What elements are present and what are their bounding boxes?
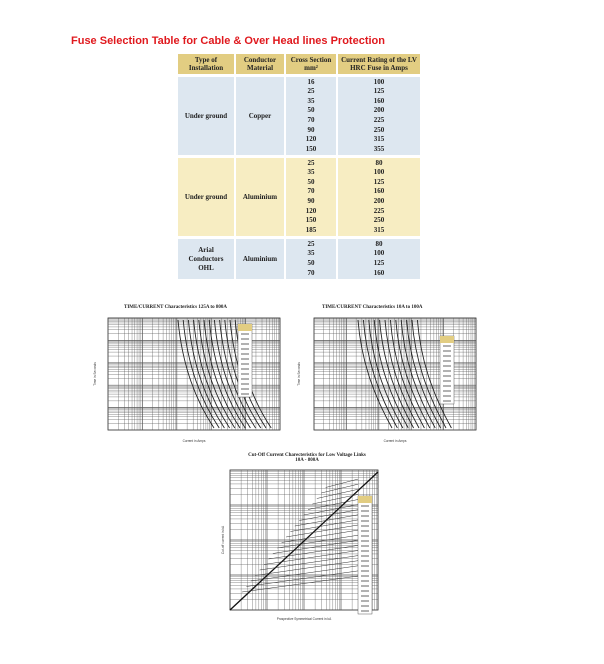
rating-value: 125 [373, 87, 385, 96]
cross-section-value: 35 [307, 96, 315, 105]
rating-value: 160 [373, 268, 385, 277]
cell-installation [178, 158, 234, 236]
rating-value: 125 [373, 259, 385, 267]
rating-value: 125 [373, 177, 385, 186]
legend-header [358, 496, 372, 503]
legend-header [440, 336, 454, 343]
tc-large-chart [90, 314, 290, 446]
cell-installation-text: Under ground [184, 192, 228, 201]
fuse-selection-table [176, 54, 422, 279]
cell-cross-sections [286, 77, 336, 155]
cross-section-value: 185 [305, 225, 317, 234]
cutoff-title: Cut-Off Current Charecteristics for Low Voltage Links [248, 453, 366, 458]
cross-section-value: 35 [307, 249, 315, 258]
cell-installation [178, 77, 234, 155]
cross-section-value: 50 [307, 106, 315, 115]
cell-cross-sections [286, 158, 336, 236]
cross-section-value: 70 [307, 116, 315, 124]
cell-material [236, 239, 284, 279]
cell-material-text: Aluminium [242, 254, 278, 263]
y-axis-label: Time in Seconds [93, 362, 97, 386]
rating-value: 315 [373, 225, 385, 234]
rating-value: 100 [373, 77, 385, 86]
cell-cross-sections [286, 239, 336, 279]
cross-section-value: 120 [305, 206, 317, 215]
cutoff-subtitle: 10A - 800A [295, 458, 319, 463]
cross-section-value: 150 [305, 144, 317, 153]
header-installation: Type of Installation [178, 54, 234, 74]
cell-ratings [338, 239, 420, 279]
cross-section-value: 25 [307, 158, 315, 167]
page-title: Fuse Selection Table for Cable & Over Head lines Protection [71, 35, 385, 47]
rating-value: 225 [373, 206, 385, 215]
cell-material-text: Aluminium [242, 192, 278, 201]
cross-section-value: 150 [305, 216, 317, 225]
cell-material [236, 158, 284, 236]
cell-ratings [338, 158, 420, 236]
cell-installation-text: Under ground [184, 111, 228, 120]
header-current-rating: Current Rating of the LV HRC Fuse in Amps [338, 54, 420, 74]
header-material: Conductor Material [236, 54, 284, 74]
tc-large-title: TIME/CURRENT Characteristics 125A to 800A [124, 305, 227, 310]
cutoff-chart [220, 468, 390, 623]
rating-value: 160 [373, 96, 385, 105]
cross-section-value: 50 [307, 259, 315, 267]
cell-ratings [338, 77, 420, 155]
cell-material [236, 77, 284, 155]
cross-section-value: 90 [307, 197, 315, 205]
cross-section-value: 25 [307, 239, 315, 248]
legend-header [238, 324, 252, 331]
cross-section-value: 25 [307, 87, 315, 96]
y-axis-label: Cut-off current in kA [221, 525, 225, 555]
table-row-group [178, 158, 420, 236]
x-axis-label: Current in Amps [182, 439, 206, 443]
cross-section-value: 35 [307, 168, 315, 177]
rating-value: 250 [373, 216, 385, 225]
rating-value: 80 [375, 158, 383, 167]
cell-installation [178, 239, 234, 279]
rating-value: 250 [373, 125, 385, 134]
tc-small-chart [294, 314, 489, 446]
rating-value: 160 [373, 187, 385, 196]
x-axis-label: Current in Amps [383, 439, 407, 443]
rating-value: 200 [373, 106, 385, 115]
cross-section-value: 90 [307, 125, 315, 134]
cross-section-value: 16 [307, 77, 315, 86]
cross-section-value: 120 [305, 135, 317, 144]
table-row-group [178, 77, 420, 155]
tc-small-title: TIME/CURRENT Characteristics 10A to 100A [322, 305, 423, 310]
rating-value: 100 [373, 249, 385, 258]
rating-value: 225 [373, 116, 385, 124]
rating-value: 315 [373, 135, 385, 144]
table-row-group [178, 239, 420, 279]
cross-section-value: 70 [307, 187, 315, 196]
cell-material-text: Copper [248, 111, 272, 120]
rating-value: 355 [373, 144, 385, 153]
rating-value: 100 [373, 168, 385, 177]
legend-box [238, 324, 252, 397]
cross-section-value: 70 [307, 268, 315, 277]
header-cross-section: Cross Section mm² [286, 54, 336, 74]
cutoff-title-block [200, 453, 414, 463]
cross-section-value: 50 [307, 177, 315, 186]
rating-value: 80 [375, 239, 383, 248]
cell-installation-text: Arial Conductors OHL [188, 245, 224, 272]
x-axis-label: Prospective Symmetrical Current in kA [276, 617, 332, 621]
y-axis-label: Time in Seconds [297, 362, 301, 386]
rating-value: 200 [373, 197, 385, 205]
